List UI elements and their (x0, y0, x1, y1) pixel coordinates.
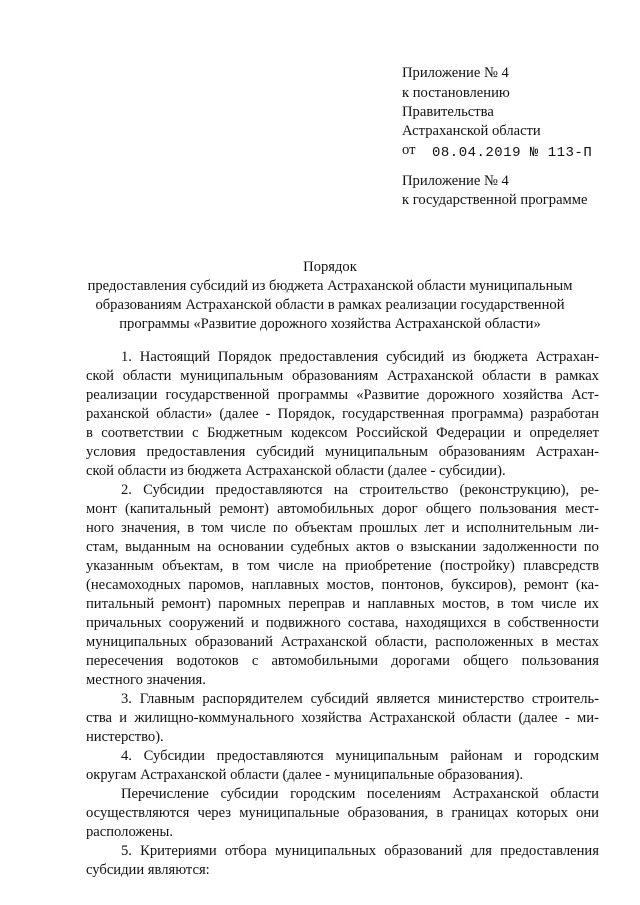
word: строитель- (531, 691, 599, 707)
word: Аст- (571, 387, 599, 403)
word: (несамоходных (86, 577, 181, 593)
word: в (541, 634, 549, 650)
word: министерство (437, 691, 525, 707)
word: (далее (518, 710, 558, 726)
word: которых (516, 805, 568, 821)
word: муниципальным (335, 748, 439, 764)
word: городским (533, 748, 599, 764)
word: образований (384, 843, 463, 859)
word: и (451, 520, 460, 536)
word: находящихся (405, 615, 487, 631)
word: на (196, 539, 212, 555)
word: разработан (530, 406, 599, 422)
word: основании (217, 539, 284, 555)
appendix-date-number: 08.04.2019 № 113-П (432, 145, 593, 161)
word: состава, (347, 615, 399, 631)
word: образованиям (438, 444, 525, 460)
word: ми- (577, 710, 599, 726)
word: и (119, 710, 128, 726)
text-line (86, 710, 599, 727)
word: автомобильными (271, 653, 379, 669)
text-line (86, 425, 599, 442)
word: кодексом (290, 425, 348, 441)
word: взыскании (410, 539, 477, 555)
word: предоставляются (215, 482, 323, 498)
text-line: нистерство). (86, 729, 164, 745)
word: приобретение (345, 558, 432, 574)
word: и (513, 425, 522, 441)
word: муниципальных (275, 843, 377, 859)
word: наплавных (251, 577, 320, 593)
word: (ка- (575, 577, 599, 593)
title-heading: Порядок (303, 259, 357, 275)
title-line: предоставления субсидий из бюджета Астраханской области муниципальным (87, 278, 573, 294)
word: в (436, 805, 444, 821)
word: мостов, (326, 577, 374, 593)
word: с (192, 425, 199, 441)
word: Бюджетным (206, 425, 283, 441)
word: дорог (382, 501, 418, 517)
word: питальный (86, 596, 155, 612)
word: (постройку) (440, 558, 515, 574)
word: пользования (479, 501, 557, 517)
word: указанным (86, 558, 154, 574)
word: соответствии (101, 425, 184, 441)
word: ства (86, 710, 113, 726)
word: ремонт) (161, 596, 211, 612)
word: Критериями (140, 843, 217, 859)
text-line (121, 748, 599, 765)
word: лет (424, 520, 445, 536)
text-line (86, 444, 599, 461)
text-line (86, 558, 599, 575)
word: числе (541, 596, 577, 612)
text-line (86, 368, 599, 385)
word: районам (450, 748, 503, 764)
word: области (550, 786, 599, 802)
text-line (86, 596, 599, 613)
word: области (482, 368, 531, 384)
word: задолженности (482, 539, 578, 555)
text-line (121, 843, 599, 860)
word: они (576, 805, 599, 821)
word: ного (86, 520, 115, 536)
word: области (462, 710, 512, 726)
word: том (247, 558, 270, 574)
word: границах (451, 805, 509, 821)
word: том (201, 520, 224, 536)
text-line (121, 349, 599, 366)
text-line (121, 786, 599, 803)
word: сооружений (168, 615, 244, 631)
word: Астраханской (280, 634, 368, 650)
word: хозяйства (301, 710, 362, 726)
word: Российской (355, 425, 428, 441)
word: расположенных (435, 634, 534, 650)
word: программа) (451, 406, 524, 422)
word: Астрахан- (535, 349, 599, 365)
word: паромов, (188, 577, 245, 593)
word: является (376, 691, 431, 707)
text-line (86, 406, 599, 423)
program-appendix-ref: к государственной программе (402, 192, 588, 208)
word: по (583, 539, 599, 555)
word: отбора (224, 843, 267, 859)
word: 4. (121, 748, 132, 764)
word: по (272, 520, 288, 536)
title-line: образованиям Астраханской области в рамках реализации государственной (95, 297, 565, 313)
word: предоставляются (216, 748, 324, 764)
word: местах (556, 634, 599, 650)
word: Федерации (436, 425, 506, 441)
word: муниципальных (86, 634, 188, 650)
word: актов (356, 539, 390, 555)
text-line (86, 653, 599, 670)
word: реализации (86, 387, 158, 403)
word: городским (290, 786, 356, 802)
word: субсидии (220, 786, 279, 802)
word: области, (374, 634, 428, 650)
word: объектам, (162, 558, 224, 574)
text-line (86, 577, 599, 594)
word: наплавных (367, 596, 435, 612)
word: ремонт) (219, 501, 269, 517)
word: общего (463, 653, 509, 669)
word: распорядителем (202, 691, 303, 707)
word: Субсидии (143, 482, 205, 498)
word: субсидий (310, 691, 369, 707)
title-line: программы «Развитие дорожного хозяйства Астраханской области» (119, 316, 541, 332)
word: дорожного (427, 387, 495, 403)
word: и (514, 748, 523, 764)
word: на (333, 482, 349, 498)
word: 3. (121, 691, 132, 707)
word: - (564, 710, 570, 726)
word: мостов, (442, 596, 490, 612)
word: рамках (555, 368, 599, 384)
word: стам, (86, 539, 119, 555)
word: Субсидии (143, 748, 205, 764)
word: Главным (139, 691, 195, 707)
word: числе (278, 558, 314, 574)
word: образованиям (292, 368, 379, 384)
word: через (197, 805, 232, 821)
word: ремонт (523, 577, 569, 593)
word: паромных (218, 596, 281, 612)
text-line (86, 501, 599, 518)
appendix-government: Правительства (402, 104, 494, 120)
word: Астраханской (387, 368, 474, 384)
word: пользования (521, 653, 599, 669)
word: на (322, 558, 337, 574)
word: автомобильных (277, 501, 374, 517)
word: образований (194, 634, 273, 650)
word: «Развитие (356, 387, 420, 403)
word: субсидий (256, 444, 315, 460)
word: в (231, 558, 239, 574)
word: программы (277, 387, 349, 403)
word: Порядок (217, 349, 272, 365)
appendix-region: Астраханской области (402, 123, 541, 139)
word: Астрахан- (535, 444, 599, 460)
word: жилищно-коммунального (134, 710, 295, 726)
word: буксиров), (451, 577, 517, 593)
word: предоставления (500, 843, 599, 859)
word: области» (156, 406, 213, 422)
word: 1. (121, 349, 132, 365)
text-line (86, 615, 599, 632)
word: - (265, 406, 271, 422)
word: объектам (294, 520, 353, 536)
word: подвижного (265, 615, 341, 631)
word: раханской (86, 406, 150, 422)
word: Порядок, (277, 406, 335, 422)
word: муниципальным (180, 368, 284, 384)
appendix-resolution-ref: к постановлению (402, 85, 510, 101)
word: поселениям (366, 786, 441, 802)
word: мест- (565, 501, 599, 517)
word: в (187, 520, 195, 536)
word: определяет (529, 425, 599, 441)
word: в (493, 615, 501, 631)
appendix-date-label: от (402, 142, 416, 158)
word: в (497, 596, 504, 612)
word: судебных (290, 539, 350, 555)
word: Астраханской (452, 786, 539, 802)
word: собственности (507, 615, 599, 631)
text-line (86, 634, 599, 651)
word: строительство (359, 482, 449, 498)
word: из (452, 349, 466, 365)
word: и (250, 615, 259, 631)
word: о (396, 539, 404, 555)
word: выданным (125, 539, 191, 555)
word: числе (230, 520, 266, 536)
word: ской (86, 368, 114, 384)
word: 2. (121, 482, 132, 498)
word: образования, (347, 805, 429, 821)
word: монт (86, 501, 117, 517)
word: муниципальные (239, 805, 340, 821)
word: хозяйства (502, 387, 563, 403)
text-line (121, 691, 599, 708)
word: ли- (578, 520, 599, 536)
word: для (470, 843, 492, 859)
word: ре- (580, 482, 599, 498)
word: плавсредств (523, 558, 599, 574)
word: и (352, 596, 361, 612)
text-line (86, 539, 599, 556)
word: государственная (342, 406, 445, 422)
appendix-number: Приложение № 4 (402, 65, 509, 81)
word: условия (86, 444, 136, 460)
word: водотоков (176, 653, 239, 669)
text-line: округам Астраханской области (далее - муниципальные образования). (86, 767, 524, 783)
text-line (121, 482, 599, 499)
word: (далее (219, 406, 259, 422)
word: Настоящий (139, 349, 211, 365)
word: их (583, 596, 599, 612)
word: том (511, 596, 534, 612)
word: муниципальным (325, 444, 428, 460)
word: Перечисление (121, 786, 209, 802)
word: субсидий (386, 349, 445, 365)
word: общего (425, 501, 472, 517)
word: пересечения (86, 653, 164, 669)
word: осуществляются (86, 805, 190, 821)
word: предоставления (279, 349, 379, 365)
word: области (122, 368, 172, 384)
word: (реконструкцию), (459, 482, 570, 498)
word: бюджета (473, 349, 528, 365)
word: переправ (288, 596, 345, 612)
word: 5. (121, 843, 132, 859)
word: значения, (120, 520, 181, 536)
word: государственной (165, 387, 270, 403)
text-line (86, 387, 599, 404)
word: в (86, 425, 93, 441)
word: Астраханской (368, 710, 456, 726)
program-appendix-number: Приложение № 4 (402, 173, 509, 189)
word: причальных (86, 615, 162, 631)
word: (капитальный (125, 501, 212, 517)
text-line: расположены. (86, 824, 174, 840)
word: предоставления (146, 444, 246, 460)
word: с (251, 653, 259, 669)
word: понтонов, (381, 577, 444, 593)
text-line: ской области из бюджета Астраханской области (далее - субсидии). (86, 463, 506, 479)
text-line (86, 805, 599, 822)
word: дорогами (391, 653, 450, 669)
word: прошлых (359, 520, 418, 536)
text-line (86, 520, 599, 537)
word: исполнительным (466, 520, 572, 536)
text-line: местного значения. (86, 672, 206, 688)
text-line: субсидии являются: (86, 862, 210, 878)
word: в (539, 368, 547, 384)
